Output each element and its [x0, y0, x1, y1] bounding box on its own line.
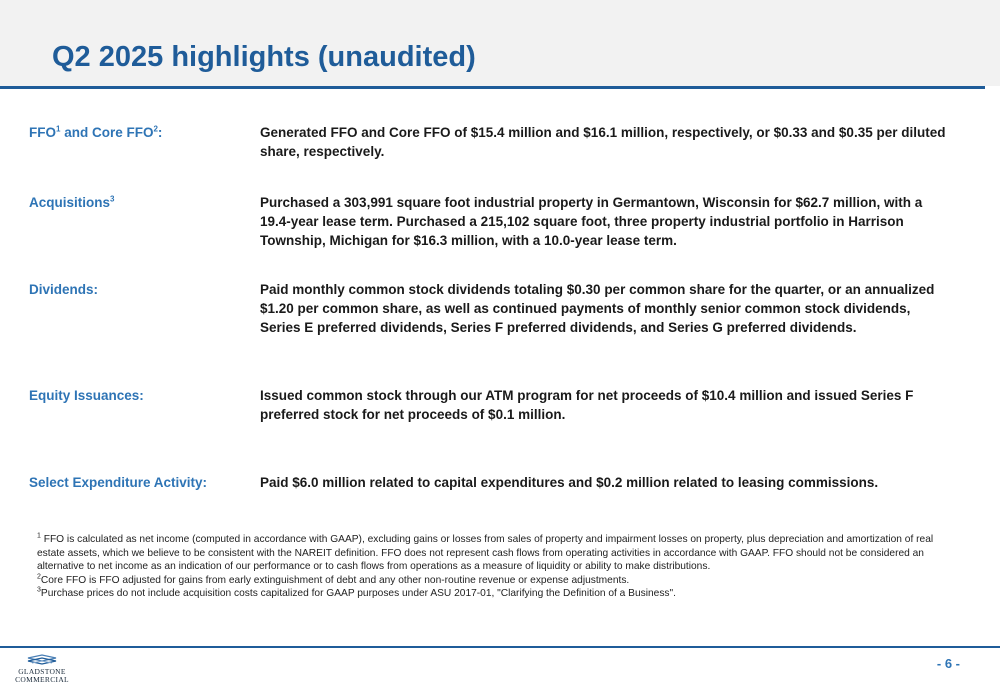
- footnote-1: $^1$ FFO is calculated as net income (computed in accordance with GAAP), excluding gains or losses from sales of property and impairment losses on property, plus depreciation and amortization of real estate assets, which we believe to be consistent with the NAREIT definition. FFO does not represent cash flows from operating activities in accordance with GAAP. FFO should not be considered an alternative to net income as an indication of our performance or to cash flows from operations as a measure of liquidity or ability to make distributions.: [37, 532, 934, 572]
- logo-mark-icon: [26, 654, 58, 666]
- highlight-label-ffo: FFO$^1$ and Core FFO$^2$:: [29, 124, 163, 140]
- highlight-label-acquisitions: Acquisitions$^3$: [29, 194, 115, 210]
- highlight-text-expenditure: Paid $6.0 million related to capital expenditures and $0.2 million related to leasing commissions.: [260, 475, 879, 490]
- footnote-3: $^3$Purchase prices do not include acquisition costs capitalized for GAAP purposes under ASU 2017-01, "Clarifying the Definition of a Business".: [37, 586, 676, 599]
- footnote-ref-3: 3: [110, 194, 115, 204]
- highlight-text-dividends: Paid monthly common stock dividends totaling $0.30 per common share for the quarter, or an annualized $1.20 per common share, as well as continued payments of monthly senior common stock dividends, Series E preferred dividends, Series F preferred dividends, and Series G preferred dividends.: [260, 282, 935, 335]
- highlight-label-expenditure: Select Expenditure Activity:: [29, 475, 208, 490]
- footnote-ref-2: 2: [153, 124, 158, 134]
- title-divider: [0, 86, 985, 89]
- highlight-text-acquisitions: Purchased a 303,991 square foot industrial property in Germantown, Wisconsin for $62.7 million, with a 19.4-year lease term. Purchased a 215,102 square foot, three property industrial portfolio in Harrison Township, Michigan for $16.3 million, with a 10.0-year lease term.: [260, 195, 923, 248]
- highlight-label-dividends: Dividends:: [29, 282, 99, 297]
- slide-title: Q2 2025 highlights (unaudited): [52, 41, 476, 73]
- footnote-2: $^2$Core FFO is FFO adjusted for gains from early extinguishment of debt and any other non-routine revenue or expense adjustments.: [37, 573, 630, 586]
- footnotes: [37, 533, 957, 601]
- company-logo: [4, 654, 80, 684]
- highlight-text-equity: Issued common stock through our ATM program for net proceeds of $10.4 million and issued Series F preferred stock for net proceeds of $0.1 million.: [260, 388, 914, 422]
- highlight-label-equity: Equity Issuances:: [29, 388, 144, 403]
- page-number: - 6 -: [936, 656, 960, 671]
- footnote-ref-1: 1: [56, 124, 61, 134]
- footer-divider: [0, 646, 1000, 648]
- logo-wordmark: GLADSTONE COMMERCIAL: [15, 667, 69, 684]
- highlight-text-ffo: Generated FFO and Core FFO of $15.4 million and $16.1 million, respectively, or $0.33 and $0.35 per diluted share, respectively.: [260, 125, 946, 159]
